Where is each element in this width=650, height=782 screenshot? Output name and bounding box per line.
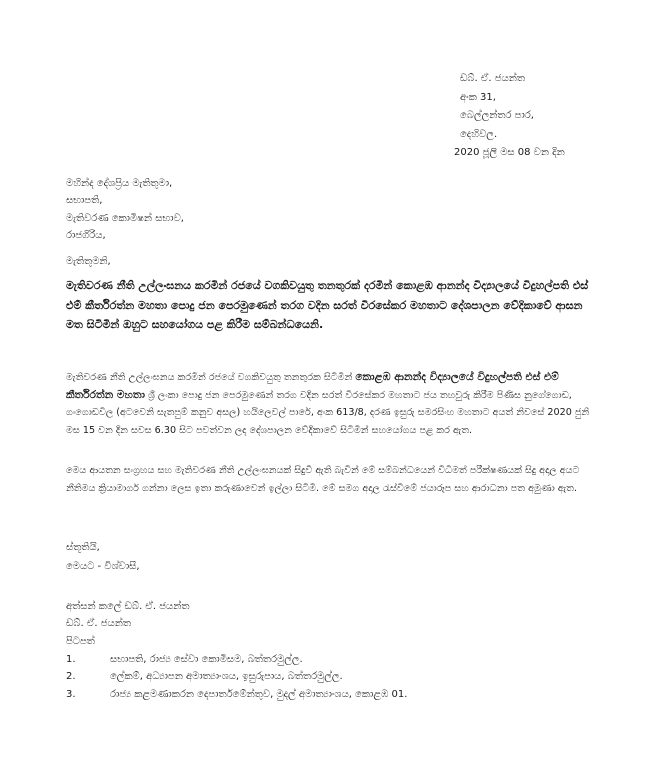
recipient-title: සභාපති, [66,195,103,207]
recipient-name: මහින්ද දේශප්‍රිය මැතිතුමා, [66,178,173,189]
sender-address-line: බෙල්ලන්තර පාර, [460,110,534,121]
faithfully-text: මෙයට - විශ්වාසී, [66,561,140,572]
salutation: මැතිතුමනි, [66,256,111,267]
sender-address-line: දෙහිවල. [460,128,498,140]
paragraph-text: ශ්‍රී ලංකා පොදු ජන පෙරමුණෙන් තරග වදින සරත් වීරසේකර මහතාට ජය තහවුරු කිරීම පිණිස නුගේගොඩ, ගංගොඩවිල (අටවෙනි සැතපුම් කනුව අසල) හයිලෙවල් පාරේ, අංක 613/8, දරණ ඉසුරු සමරසිංහ මහතාට අයත් නිවසේ 2020 ජුනි මස 15 වන දින සවස 6.30 සිට පවත්වන ලද දේශපාලන වේදිකාවේ සිටිමින් සහයෝගය පළ කර ඇත. [66,389,590,436]
signatory-name: ඩබ්. ඒ. ජයන්ත [66,618,131,630]
list-item-text: සභාපති, රාජ්‍ය සේවා කොමිසම, බත්තරමුල්ල. [110,654,303,665]
recipient-city: රාජගිරිය, [66,229,106,241]
copies-list [66,651,407,703]
body-paragraph-2: මෙය ආයතන සංග්‍රහය සහ මැතිවරණ නීති උල්ලංඝනයක් සිදුවී ඇති බැවින් මේ සම්බන්ධයෙන් විධිමත් පරීක්ෂණයක් සිදු අදාල අයට නීතිමය ක්‍රියාමාර්ග ගන්නා ලෙස ඉතා කරුණාවෙන් ඉල්ලා සිටිමි. මේ සමග අදාල රැස්වීමේ ජයාරූප සහ ආරාධනා පත අමුණා ඇත. [66,465,580,494]
list-number: 3. [66,688,76,700]
recipient-address-block [66,175,184,244]
sender-address-block [454,70,565,163]
sender-address-line: අංක 31, [460,91,496,103]
thanks-text: ස්තූතියි, [66,542,100,553]
letter-date: 2020 ජූලි මස 08 වන දින [454,147,565,158]
list-item-text: රාජ්‍ය කළමණාකරන දෙපාර්තමේන්තුව, මුදල් අමාත්‍යාංශය, කොළඹ 01. [110,688,408,700]
signed-by-line: අත්සන් කලේ ඩබ්. ඒ. ජයන්ත [66,601,190,612]
paragraph-text: මැතිවරණ නීති උල්ලංඝනය කරමින් රජයේ වගකිවයුතු තනතුරක සිටිමින් [66,372,356,383]
signature-block [66,598,189,650]
recipient-organization: මැතිවරණ කොමිෂන් සභාව, [66,212,184,224]
list-number: 1. [66,654,76,665]
body-paragraph-1 [66,369,596,439]
list-item [66,668,407,685]
list-item [66,651,407,668]
closing-block [66,538,140,576]
subject-heading: මැතිවරණ නීති උල්ලංඝනය කරමින් රජයේ වගකිවයුතු තනතුරක් දරමින් කොළඹ ආනන්ද විද්‍යාලයේ විදුහල්පති එස් එම් කීර්තිරත්න මහතා පොදු ජන පෙරමුණෙන් තරග වදින සරත් වීරසේකර මහතාට දේශපාලන වේදිකාවේ ආසන මත සිටිමින් ඔහුට සහයෝගය පළ කිරීම සම්බන්ධයෙනි. [66,279,589,331]
list-item [66,686,407,703]
paragraph-emphasis: කොළඹ ආනන්ද විද්‍යාලයේ විදුහල්පති එස් එම් කීර්තිරත්න මහතා [66,371,559,401]
list-number: 2. [66,671,76,683]
copies-label: පිටපත් [66,635,95,647]
list-item-text: ලේකම්, අධ්‍යාපන අමාත්‍යාංශය, ඉසුරුපාය, බත්තරමුල්ල. [110,671,343,683]
sender-name: ඩබ්. ඒ. ජයන්ත [460,73,525,84]
